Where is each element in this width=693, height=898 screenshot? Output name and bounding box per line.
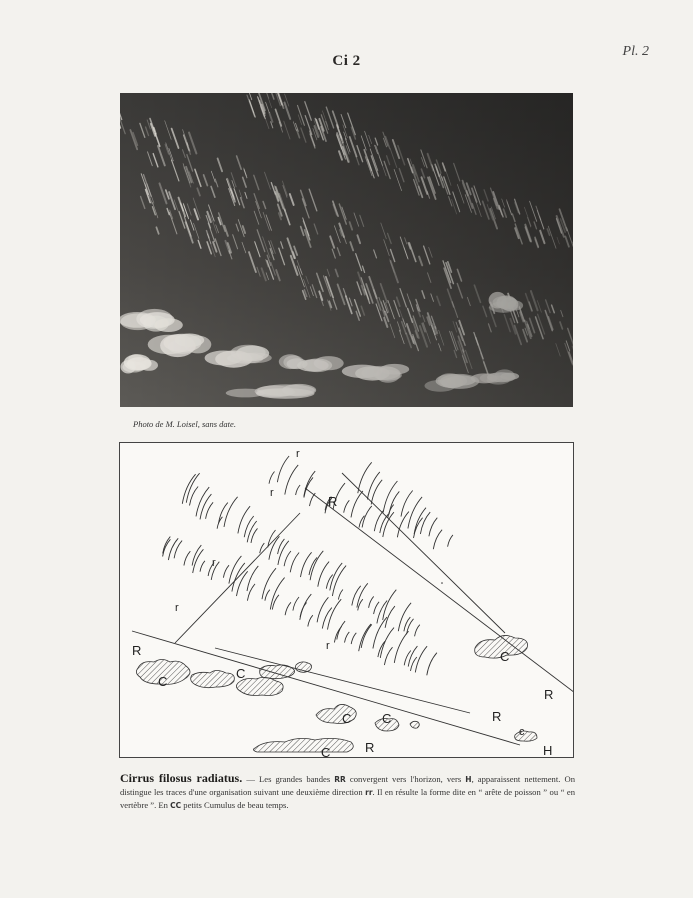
label-C-center2: C — [382, 711, 392, 726]
label-R-bottom: R — [365, 740, 375, 755]
cirrus-stroke — [270, 578, 284, 610]
cloud-center-a — [260, 665, 295, 679]
plate-code: Ci 2 — [332, 53, 361, 69]
cirrus-stroke — [238, 506, 250, 533]
cirrus-stroke — [330, 563, 342, 591]
cirrus-stroke — [401, 491, 413, 517]
cirrus-stroke — [374, 510, 383, 531]
label-C-mid: C — [236, 666, 246, 681]
hatched-clouds — [136, 635, 537, 752]
cirrus-stroke — [296, 485, 301, 495]
label-R-mid: R — [492, 709, 502, 724]
cirrus-stroke — [290, 553, 299, 573]
figure-caption — [120, 772, 575, 813]
cirrus-stroke — [308, 615, 313, 626]
symbol-rr: rr — [365, 788, 373, 798]
cirrus-stroke — [429, 518, 437, 537]
cirrus-stroke — [200, 561, 205, 572]
cirrus-stroke — [223, 565, 229, 578]
cirrus-stroke — [206, 502, 214, 519]
cirrus-stroke — [337, 621, 345, 639]
main-bands — [132, 473, 573, 745]
cirrus-stroke — [380, 628, 394, 658]
label-C-bottom: C — [321, 745, 331, 757]
cirrus-stroke — [338, 590, 343, 600]
cloud-center-e — [410, 721, 419, 728]
band-line-upper — [305, 488, 573, 693]
band-line-top — [342, 473, 505, 633]
label-R-upper: R — [328, 494, 338, 509]
cirrus-stroke — [427, 653, 437, 676]
cirrus-stroke — [309, 557, 317, 575]
cirrus-stroke — [247, 584, 255, 601]
cirrus-stroke — [332, 566, 346, 596]
label-r-top: r — [296, 448, 300, 460]
interpretive-sketch — [119, 442, 574, 758]
sky-photograph — [120, 93, 573, 407]
cirrus-stroke — [345, 632, 350, 643]
label-H-horizon: H — [543, 743, 553, 757]
cirrus-stroke — [377, 601, 387, 624]
cirrus-stroke — [373, 617, 387, 648]
label-r-mid: r — [212, 557, 216, 569]
cirrus-stroke — [344, 500, 350, 512]
cirrus-stroke — [352, 586, 361, 606]
cirrus-stroke — [351, 491, 363, 518]
plate-number: Pl. 2 — [622, 44, 649, 59]
cirrus-stroke — [224, 497, 238, 527]
cirrus-stroke — [285, 602, 291, 615]
cirrus-stroke — [357, 583, 368, 607]
cirrus-stroke — [358, 462, 372, 493]
label-C-left: C — [158, 674, 168, 689]
photo-credit: Photo de M. Loisel, sans date. — [133, 419, 236, 429]
caption-text: , apparaissent nettement. On distingue les traces d'une organisation suivant une deuxième direction — [120, 774, 575, 798]
cirrus-stroke — [408, 497, 422, 529]
caption-text: convergent vers l'horizon, vers — [345, 774, 466, 784]
label-r-upper: r — [270, 487, 274, 499]
cirrus-stroke — [420, 512, 430, 534]
cirrus-stroke — [184, 551, 190, 565]
cirrus-stroke — [260, 543, 265, 553]
symbol-CC: CC — [170, 801, 182, 811]
cirrus-stroke — [384, 647, 392, 665]
label-r-lower: r — [326, 640, 330, 652]
cirrus-stroke — [415, 646, 427, 672]
cirrus-stroke — [433, 530, 442, 550]
cirrus-stroke — [278, 539, 285, 554]
cirrus-stroke — [269, 472, 275, 484]
cirrus-stroke — [328, 599, 342, 629]
label-c-small: c — [519, 726, 525, 738]
label-R-right: R — [544, 687, 554, 702]
cirrus-stroke — [192, 545, 201, 566]
caption-text: petits Cumulus de beau temps. — [181, 800, 289, 811]
cirrus-stroke — [193, 549, 204, 573]
cirrus-stroke — [351, 633, 356, 644]
cirrus-stroke — [300, 594, 312, 620]
cirrus-stroke — [301, 552, 312, 577]
label-R-left: R — [132, 643, 142, 658]
cirrus-stroke — [284, 551, 291, 566]
cirrus-stroke — [371, 480, 382, 505]
cloud-center-b — [295, 662, 311, 672]
cirrus-stroke — [304, 471, 315, 497]
symbol-H: H — [465, 775, 472, 784]
cirrus-stroke — [237, 571, 248, 596]
cirrus-stroke — [277, 456, 289, 482]
secondary-line — [175, 513, 300, 643]
cirrus-stroke — [374, 602, 380, 614]
cirrus-stroke — [415, 625, 420, 637]
cirrus-stroke — [285, 465, 298, 495]
cirrus-stroke — [317, 597, 328, 622]
cirrus-stroke — [190, 487, 199, 506]
label-C-right: C — [500, 649, 510, 664]
cirrus-stroke — [404, 651, 411, 666]
cirrus-stroke — [293, 597, 299, 611]
cirrus-stroke — [182, 474, 195, 504]
caption-title: Cirrus filosus radiatus. — [120, 771, 243, 785]
cirrus-stroke — [383, 590, 397, 620]
label-C-center1: C — [342, 711, 352, 726]
cloud-left-2 — [191, 671, 235, 688]
cirrus-stroke — [369, 596, 374, 607]
cirrus-stroke — [174, 541, 182, 559]
caption-text: . Il en résulte la forme dite en “ arête de poisson ” ou “ en vertèbre ”. En — [120, 787, 575, 811]
cirrus-stroke — [251, 528, 258, 543]
caption-text: — Les grandes bandes — [242, 774, 335, 784]
cirrus-stroke — [448, 535, 453, 547]
cirrus-stroke — [389, 491, 399, 514]
cirrus-stroke — [278, 541, 289, 565]
cloud-bottom — [253, 738, 353, 752]
label-r-left: r — [175, 602, 179, 614]
symbol-RR: RR — [334, 775, 346, 784]
cirrus-stroke — [265, 590, 270, 601]
